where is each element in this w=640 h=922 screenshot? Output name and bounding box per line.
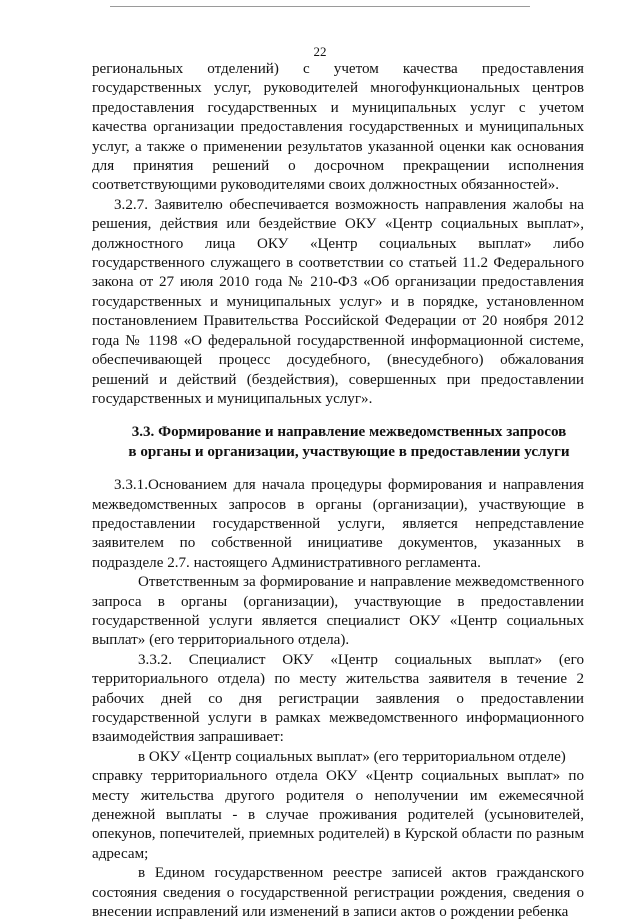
paragraph-egr-zags: в Едином государственном реестре записей актов гражданского состояния сведения о государственной регистрации рождения, сведения о внесении исправлений или изменений в записи актов о рождении ребенка <box>92 865 584 921</box>
paragraph-3-3-2: 3.3.2. Специалист ОКУ «Центр социальных выплат» (его территориального отдела) по месту жительства заявителя в течение 2 рабочих дней со дня регистрации заявления о предоставлении государственной услуги в рамках межведомственного информационного взаимодействия запрашивает: <box>92 651 584 746</box>
section-heading-3-3 <box>92 423 584 462</box>
continuation-paragraph: региональных отделений) с учетом качества предоставления государственных услуг, руководителей многофункциональных центров предоставления государственных и муниципальных услуг с учетом качества организации предоставления государственных и муниципальных услуг, а также о применении результатов указанной оценки как основания для принятия решений о досрочном прекращении исполнения соответствующими руководителями своих должностных обязанностей». <box>92 61 584 194</box>
section-heading-line-1: 3.3. Формирование и направление межведомственных запросов <box>131 424 567 441</box>
paragraph-responsible: Ответственным за формирование и направление межведомственного запроса в органы (организации), участвующие в предоставлении государственной услуги является специалист ОКУ «Центр социальных выплат» (его территориального отдела). <box>92 574 584 649</box>
section-heading-line-2: в органы и организации, участвующие в предоставлении услуги <box>128 443 570 460</box>
paragraph-spravka: справку территориального отдела ОКУ «Центр социальных выплат» по месту жительства другого родителя о неполучении им ежемесячной денежной выплаты - в случае проживания родителей (усыновителей, опекунов, попечителей, приемных родителей) в Курской области по разным адресам; <box>92 768 584 862</box>
paragraph-oku-request: в ОКУ «Центр социальных выплат» (его территориальном отделе) <box>138 748 566 765</box>
page-number: 22 <box>313 44 327 59</box>
paragraph-3-3-1: 3.3.1.Основанием для начала процедуры формирования и направления межведомственных запросов в органы (организации), участвующие в предоставлении государственной услуги, является непредставление заявителем по собственной инициативе документов, указанных в подразделе 2.7. настоящего Административного регламента. <box>92 477 584 571</box>
document-body <box>92 60 584 922</box>
top-edge-line <box>110 6 530 7</box>
paragraph-3-2-7: 3.2.7. Заявителю обеспечивается возможность направления жалобы на решения, действия или бездействие ОКУ «Центр социальных выплат», должностного лица ОКУ «Центр социальных выплат» либо государственного служащего в соответствии со статьей 11.2 Федерального закона от 27 июля 2010 года № 210-ФЗ «Об организации предоставления государственных и муниципальных услуг» и в порядке, установленном постановлением Правительства Российской Федерации от 20 ноября 2012 года № 1198 «О федеральной государственной информационной системе, обеспечивающей процесс досудебного, (внесудебного) обжалования решений и действий (бездействия), совершенных при предоставлении государственных и муниципальных услуг». <box>92 196 584 407</box>
